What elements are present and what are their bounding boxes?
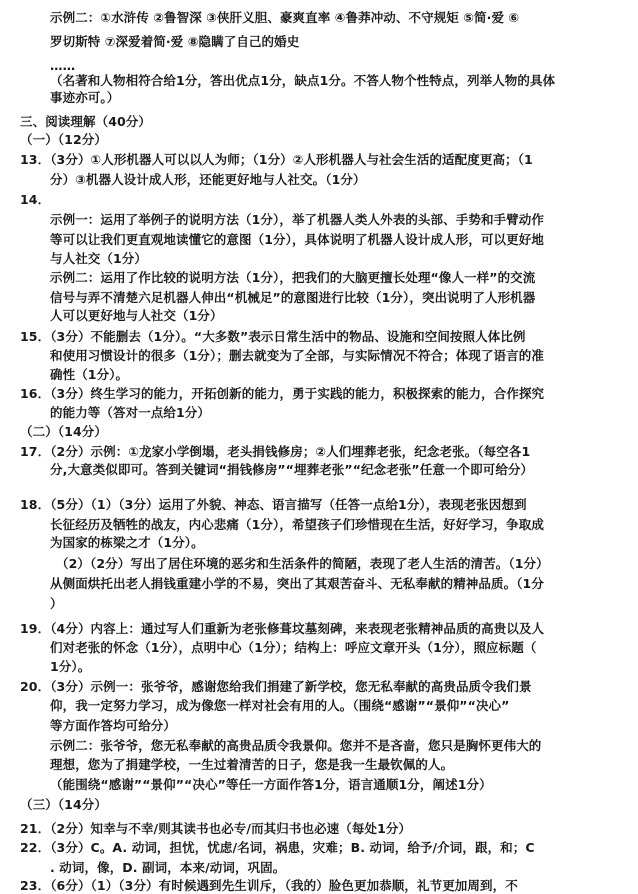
text-line: 等可以让我们更直观地读懂它的意图（1分），具体说明了机器人设计成人形，可以更好地 xyxy=(50,232,544,247)
text-line: 15．（3分）不能删去（1分）。“大多数”表示日常生活中的物品、设施和空间按照人体比例 xyxy=(20,329,526,344)
text-line: 三、阅读理解（40分） xyxy=(20,114,151,129)
text-line: 与人社交（1分） xyxy=(50,251,147,266)
text-line: 们对老张的怀念（1分），点明中心（1分）；结构上：呼应文章开头（1分），照应标题（ xyxy=(50,640,537,655)
text-line: 18．（5分）（1）（3分）运用了外貌、神态、语言描写（任答一点给1分），表现老张因想到 xyxy=(20,497,527,512)
text-line: 理想，您为了捐建学校，一生过着清苦的日子，您是我一生最钦佩的人。 xyxy=(50,757,454,772)
text-line: ） xyxy=(50,596,63,611)
text-line: 信号与弄不清楚六足机器人伸出“机械足”的意图进行比较（1分），突出说明了人形机器 xyxy=(50,290,536,305)
text-line: 23．（6分）（1）（3分）有时候遇到先生训斥，（我的）脸色更加恭顺，礼节更加周到，不 xyxy=(20,878,518,893)
text-line: 长征经历及牺牲的战友，内心悲痛（1分），希望孩子们珍惜现在生活，好好学习，争取成 xyxy=(50,517,544,532)
text-line: 等方面作答均可给分） xyxy=(50,718,177,733)
text-line: （一）（12分） xyxy=(20,132,107,147)
text-line: （名著和人物相符合给1分，答出优点1分，缺点1分。不答人物个性特点，列举人物的具体 xyxy=(50,73,556,88)
text-line: 22．（3分）C。A. 动词，担忧，忧虑/名词，祸患，灾难；B. 动词，给予/介词，跟，和；C xyxy=(20,840,535,855)
text-line: 20．（3分）示例一：张爷爷，感谢您给我们捐建了新学校，您无私奉献的高贵品质令我们景 xyxy=(20,679,532,694)
text-line: 示例二：张爷爷，您无私奉献的高贵品质令我景仰。您并不是吝啬，您只是胸怀更伟大的 xyxy=(50,738,542,753)
text-line: 罗切斯特 ⑦深爱着简·爱 ⑧隐瞒了自己的婚史 xyxy=(50,34,300,49)
text-line: 19．（4分）内容上：通过写人们重新为老张修葺坟墓刻碑，来表现老张精神品质的高贵以及人 xyxy=(20,621,545,636)
text-line: 1分）。 xyxy=(50,659,91,674)
text-line: 16．（3分）终生学习的能力，开拓创新的能力，勇于实践的能力，积极探索的能力，合作探究 xyxy=(20,386,545,401)
text-line: 为国家的栋梁之才（1分）。 xyxy=(50,535,204,550)
text-line: 的能力等（答对一点给1分） xyxy=(50,405,210,420)
text-line: 和使用习惯设计的很多（1分）；删去就变为了全部，与实际情况不符合；体现了语言的准 xyxy=(50,348,544,363)
text-line: （能围绕“感谢”“景仰”“决心”等任一方面作答1分，语言通顺1分，阐述1分） xyxy=(50,777,492,792)
text-line: …… xyxy=(50,58,76,73)
text-line: 分,大意类似即可。答到关键词“捐钱修房”“埋葬老张”“纪念老张”任意一个即可给分） xyxy=(50,462,534,477)
text-line: 17．（2分）示例：①龙家小学倒塌，老头捐钱修房；②人们埋葬老张，纪念老张。（每空各1 xyxy=(20,444,531,459)
text-line: （三）（14分） xyxy=(20,797,107,812)
text-line: 确性（1分）。 xyxy=(50,367,129,382)
text-line: 示例一：运用了举例子的说明方法（1分），举了机器人类人外表的头部、手势和手臂动作 xyxy=(50,212,544,227)
text-line: 13．（3分）①人形机器人可以以人为师；（1分）②人形机器人与社会生活的适配度更高；（1 xyxy=(20,152,533,167)
text-line: 示例二：①水浒传 ②鲁智深 ③侠肝义胆、豪爽直率 ④鲁莽冲动、不守规矩 ⑤简·爱 ⑥ xyxy=(50,10,520,25)
text-line: . 动词，像，D. 副词，本来/动词，巩固。 xyxy=(50,860,286,875)
text-line: 仰，我一定努力学习，成为像您一样对社会有用的人。（围绕“感谢”“景仰”“决心” xyxy=(50,698,510,713)
text-line: （二）（14分） xyxy=(20,424,107,439)
text-line: 人可以更好地与人社交（1分） xyxy=(50,308,223,323)
text-line: 事迹亦可。） xyxy=(50,90,120,105)
text-line: 从侧面烘托出老人捐钱重建小学的不易，突出了其艰苦奋斗、无私奉献的精神品质。（1分 xyxy=(50,576,544,591)
text-line: 14． xyxy=(20,192,51,207)
text-line: 分）③机器人设计成人形，还能更好地与人社交。（1分） xyxy=(50,172,366,187)
text-line: （2）（2分）写出了居住环境的恶劣和生活条件的简陋，表现了老人生活的清苦。（1分） xyxy=(56,556,549,571)
text-line: 示例二：运用了作比较的说明方法（1分），把我们的大脑更擅长处理“像人一样”的交流 xyxy=(50,270,536,285)
text-line: 21．（2分）知幸与不幸/则其读书也必专/而其归书也必速（每处1分） xyxy=(20,821,412,836)
